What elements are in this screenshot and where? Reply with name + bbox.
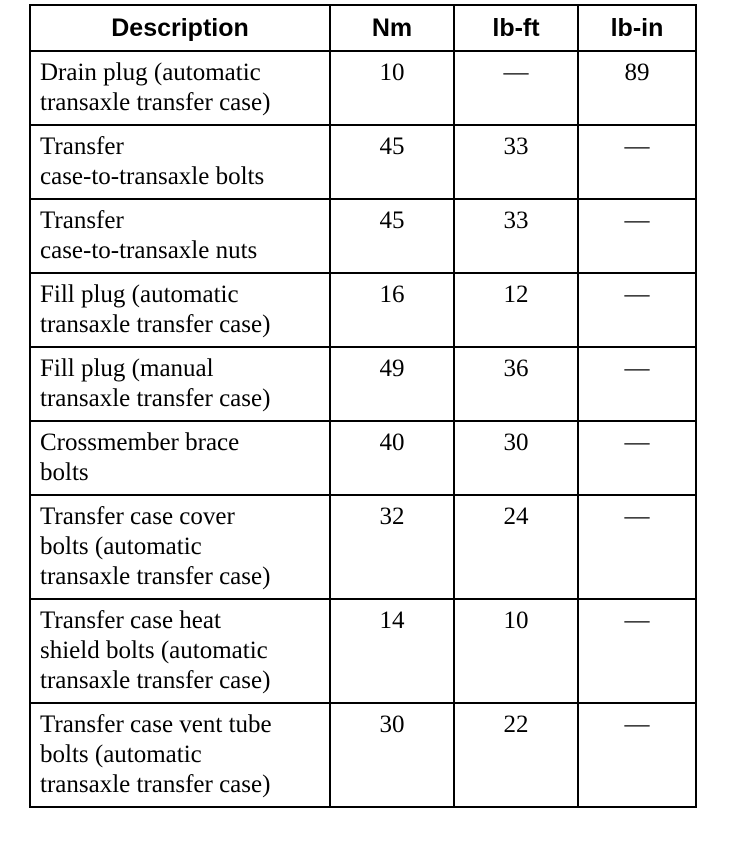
description-cell bbox=[30, 273, 330, 347]
lb-in-cell: — bbox=[578, 273, 696, 347]
description-line: bolts bbox=[40, 459, 89, 486]
lb-ft-cell: 12 bbox=[454, 273, 578, 347]
nm-cell: 16 bbox=[330, 273, 454, 347]
description-line: transaxle transfer case) bbox=[40, 563, 271, 590]
lb-ft-cell: 22 bbox=[454, 703, 578, 807]
lb-in-cell: — bbox=[578, 199, 696, 273]
description-cell bbox=[30, 495, 330, 599]
description-line: transaxle transfer case) bbox=[40, 385, 271, 412]
lb-in-cell: 89 bbox=[578, 51, 696, 125]
description-cell bbox=[30, 199, 330, 273]
table-row bbox=[30, 347, 696, 421]
description-line: Fill plug (automatic bbox=[40, 281, 239, 308]
description-cell bbox=[30, 125, 330, 199]
description-line: Transfer bbox=[40, 207, 124, 234]
description-line: Transfer case heat bbox=[40, 607, 221, 634]
table-body bbox=[30, 51, 696, 807]
table-row bbox=[30, 199, 696, 273]
description-line: Transfer case vent tube bbox=[40, 711, 272, 738]
table-row bbox=[30, 421, 696, 495]
nm-cell: 32 bbox=[330, 495, 454, 599]
lb-ft-cell: 36 bbox=[454, 347, 578, 421]
lb-ft-cell: — bbox=[454, 51, 578, 125]
nm-cell: 45 bbox=[330, 199, 454, 273]
description-line: Crossmember brace bbox=[40, 429, 240, 456]
description-line: shield bolts (automatic bbox=[40, 637, 268, 664]
table-header bbox=[30, 5, 696, 51]
description-line: bolts (automatic bbox=[40, 741, 202, 768]
description-cell bbox=[30, 421, 330, 495]
nm-cell: 49 bbox=[330, 347, 454, 421]
lb-ft-cell: 33 bbox=[454, 199, 578, 273]
lb-in-cell: — bbox=[578, 599, 696, 703]
table-row bbox=[30, 599, 696, 703]
header-description: Description bbox=[30, 5, 330, 51]
header-lb-in: lb-in bbox=[578, 5, 696, 51]
description-line: transaxle transfer case) bbox=[40, 667, 271, 694]
lb-in-cell: — bbox=[578, 421, 696, 495]
table-row bbox=[30, 273, 696, 347]
nm-cell: 30 bbox=[330, 703, 454, 807]
description-line: transaxle transfer case) bbox=[40, 771, 271, 798]
description-line: transaxle transfer case) bbox=[40, 89, 271, 116]
lb-in-cell: — bbox=[578, 347, 696, 421]
description-line: case-to-transaxle bolts bbox=[40, 163, 265, 190]
description-cell bbox=[30, 347, 330, 421]
description-line: transaxle transfer case) bbox=[40, 311, 271, 338]
lb-ft-cell: 30 bbox=[454, 421, 578, 495]
lb-in-cell: — bbox=[578, 703, 696, 807]
table-row bbox=[30, 495, 696, 599]
table-row bbox=[30, 125, 696, 199]
nm-cell: 14 bbox=[330, 599, 454, 703]
table-row bbox=[30, 51, 696, 125]
description-cell bbox=[30, 599, 330, 703]
description-cell bbox=[30, 51, 330, 125]
nm-cell: 40 bbox=[330, 421, 454, 495]
lb-ft-cell: 10 bbox=[454, 599, 578, 703]
description-line: Drain plug (automatic bbox=[40, 59, 261, 86]
description-line: case-to-transaxle nuts bbox=[40, 237, 258, 264]
nm-cell: 10 bbox=[330, 51, 454, 125]
lb-in-cell: — bbox=[578, 495, 696, 599]
header-lb-ft: lb-ft bbox=[454, 5, 578, 51]
header-row bbox=[30, 5, 696, 51]
lb-ft-cell: 33 bbox=[454, 125, 578, 199]
lb-in-cell: — bbox=[578, 125, 696, 199]
header-nm: Nm bbox=[330, 5, 454, 51]
nm-cell: 45 bbox=[330, 125, 454, 199]
lb-ft-cell: 24 bbox=[454, 495, 578, 599]
description-line: Transfer bbox=[40, 133, 124, 160]
description-line: bolts (automatic bbox=[40, 533, 202, 560]
torque-specification-table bbox=[29, 4, 697, 808]
description-cell bbox=[30, 703, 330, 807]
description-line: Transfer case cover bbox=[40, 503, 235, 530]
description-line: Fill plug (manual bbox=[40, 355, 214, 382]
table-row bbox=[30, 703, 696, 807]
